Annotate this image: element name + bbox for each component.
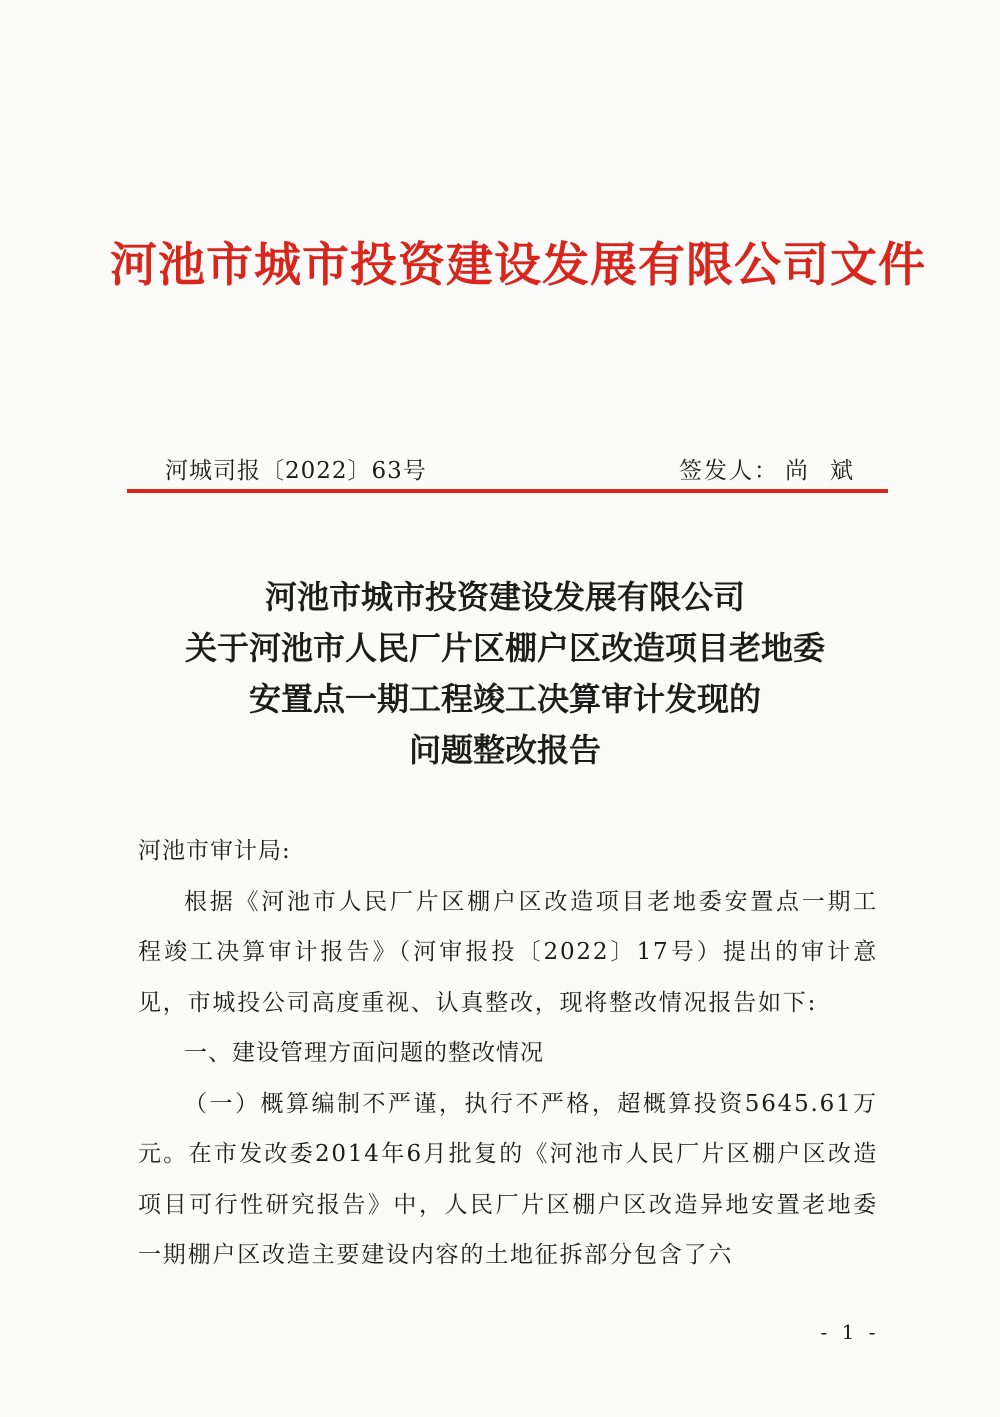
document-masthead: 河池市城市投资建设发展有限公司文件 [110, 238, 926, 293]
signer-block [679, 452, 875, 485]
title-line-1: 河池市城市投资建设发展有限公司 [264, 578, 745, 616]
title-line-2: 关于河池市人民厂片区棚户区改造项目老地委 [184, 629, 825, 667]
document-body [138, 826, 878, 1281]
document-title [100, 572, 910, 776]
item-paragraph: （一）概算编制不严谨，执行不严格，超概算投资5645.61万元。在市发改委2014年6月批复的《河池市人民厂片区棚户区改造项目可行性研究报告》中，人民厂片区棚户区改造异地安置老地委一期棚户区改造主要建设内容的土地征拆部分包含了六 [138, 1090, 878, 1268]
page-number: - 1 - [820, 1320, 880, 1344]
document-number: 河城司报〔2022〕63号 [165, 458, 427, 484]
section-heading: 一、建设管理方面问题的整改情况 [184, 1040, 544, 1066]
intro-paragraph: 根据《河池市人民厂片区棚户区改造项目老地委安置点一期工程竣工决算审计报告》（河审报投〔2022〕17号）提出的审计意见，市城投公司高度重视、认真整改，现将整改情况报告如下: [138, 888, 878, 1016]
signer-name: 尚斌 [785, 458, 875, 484]
document-number-row [165, 452, 875, 488]
salutation: 河池市审计局: [138, 838, 291, 864]
red-separator-line [127, 489, 888, 493]
title-line-4: 问题整改报告 [408, 731, 601, 769]
signer-label: 签发人： [679, 458, 779, 484]
title-line-3: 安置点一期工程竣工决算审计发现的 [248, 680, 761, 718]
